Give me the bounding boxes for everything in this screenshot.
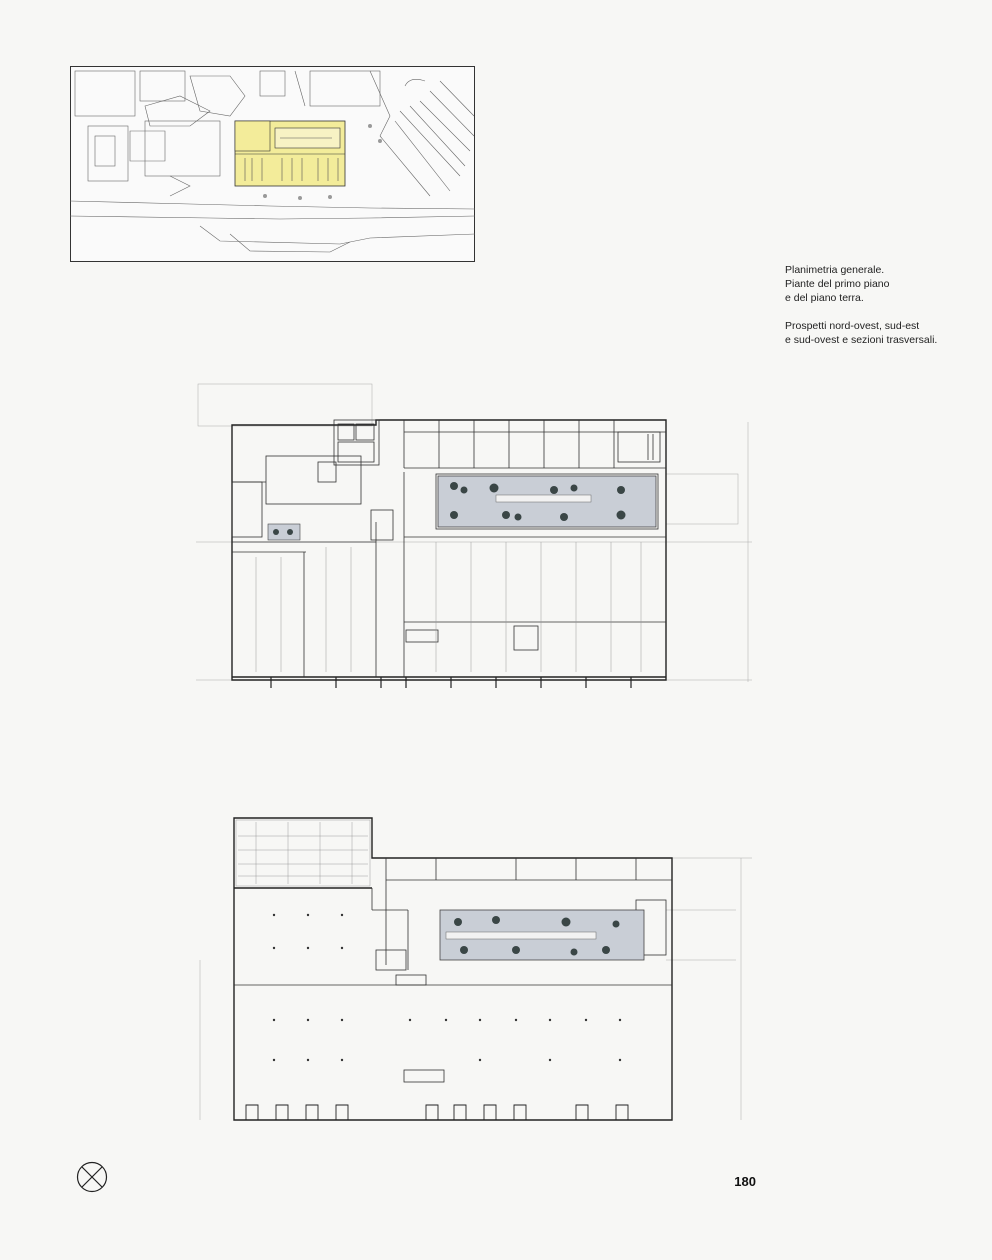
ground-floor-plan <box>196 810 752 1130</box>
caption-line: Piante del primo piano <box>785 278 890 290</box>
caption-block <box>785 263 975 347</box>
caption-line: Planimetria generale. <box>785 264 885 276</box>
first-floor-plan <box>196 382 752 692</box>
site-plan-svg <box>70 66 475 262</box>
caption-line: e sud-ovest e sezioni trasversali. <box>785 334 938 346</box>
first-floor-plan-svg <box>196 382 752 692</box>
site-plan-drawing <box>70 66 475 262</box>
ground-floor-plan-svg <box>196 810 752 1130</box>
caption-line: Prospetti nord-ovest, sud-est <box>785 320 920 332</box>
caption-line: e del piano terra. <box>785 292 864 304</box>
north-arrow-icon <box>76 1161 108 1193</box>
page-number: 180 <box>734 1174 756 1189</box>
